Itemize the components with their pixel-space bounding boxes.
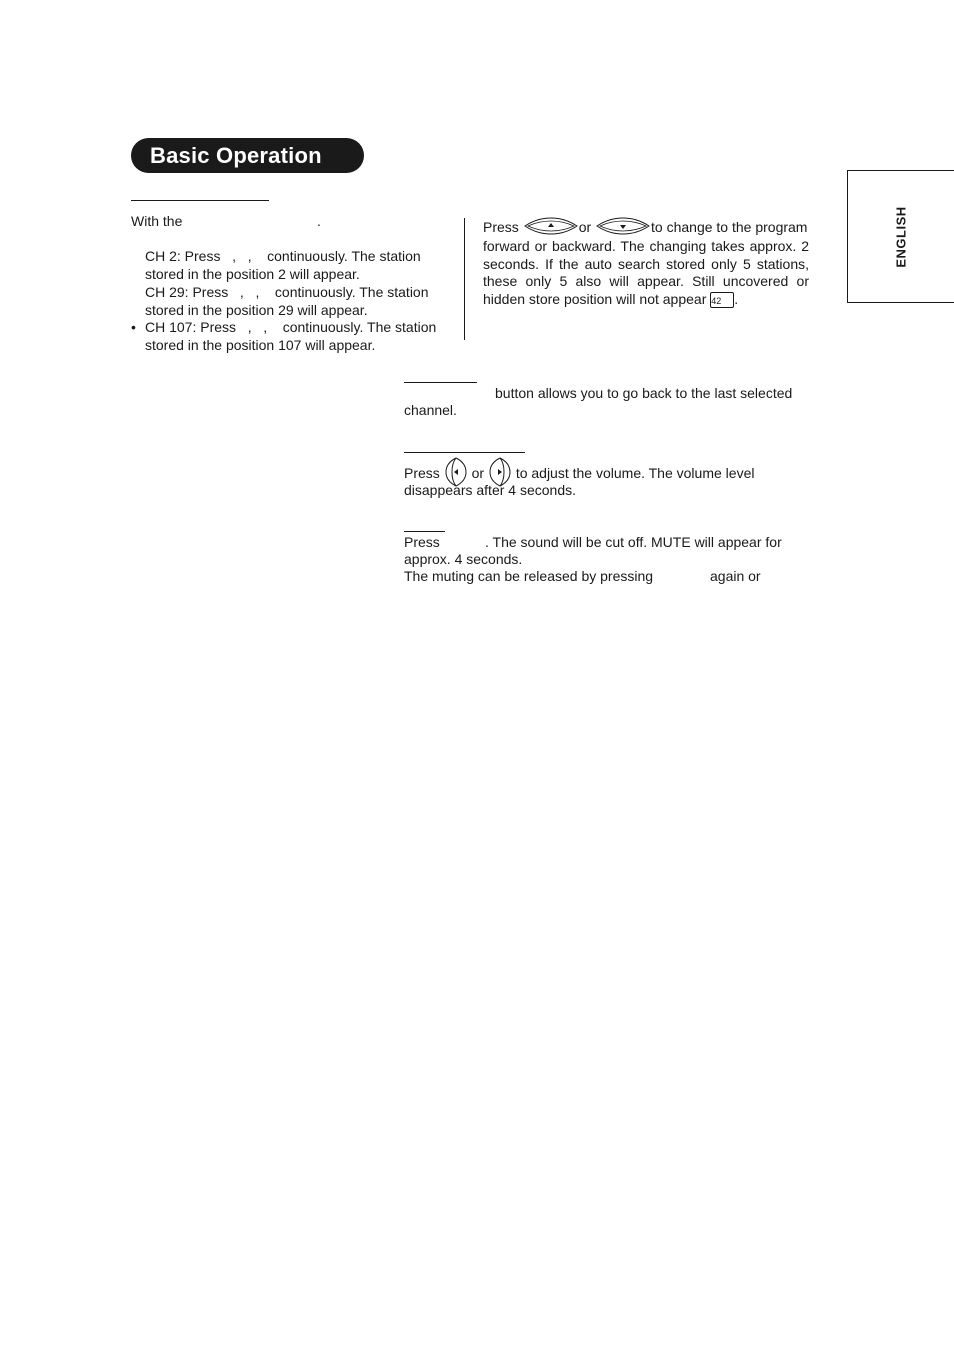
mute-press-text: Press — [404, 534, 440, 550]
program-line1 — [483, 217, 809, 240]
intro-text — [131, 213, 182, 231]
program-or-text: or — [578, 218, 592, 235]
intro-end: . — [317, 213, 321, 229]
last-channel-heading-rule — [404, 382, 477, 383]
bullet-marker: • — [131, 319, 136, 335]
ch2-line2: stored in the position 2 will appear. — [145, 266, 360, 282]
section-title-badge — [131, 138, 364, 173]
mute-line1-end: . The sound will be cut off. MUTE will appear for — [485, 534, 782, 550]
volume-or-text: or — [471, 464, 485, 481]
volume-line2: disappears after 4 seconds. — [404, 482, 576, 498]
ch29-line2: stored in the position 29 will appear. — [145, 302, 368, 318]
mute-line3-start: The muting can be released by pressing — [404, 568, 654, 584]
ch107-line2: stored in the position 107 will appear. — [145, 337, 376, 353]
left-heading-rule — [131, 200, 269, 201]
language-tab — [847, 170, 954, 303]
program-up-button-icon — [523, 217, 579, 240]
program-body — [483, 238, 809, 308]
ch29-line1: CH 29: Press , , continuously. The station — [145, 284, 429, 300]
last-channel-line2: channel. — [404, 402, 457, 418]
intro-start: With the — [131, 213, 183, 229]
ch107-line1: CH 107: Press , , continuously. The station — [145, 319, 437, 335]
program-press-text: Press — [483, 218, 519, 235]
volume-heading-rule — [404, 452, 525, 453]
language-tab-label: ENGLISH — [893, 205, 909, 268]
last-channel-line1: button allows you to go back to the last selected — [495, 385, 793, 401]
mute-line2: approx. 4 seconds. — [404, 551, 523, 567]
ch2-line1: CH 2: Press , , continuously. The station — [145, 248, 421, 264]
program-body-text: forward or backward. The changing takes approx. 2 seconds. If the auto search stored only 5 stations, these only 5 also will appear. Still uncovered or hidden store position will not appear — [483, 238, 809, 307]
mute-heading-rule — [404, 531, 445, 532]
mute-line3-end: again or — [710, 568, 761, 584]
column-divider — [464, 218, 465, 340]
volume-line1-end: to adjust the volume. The volume level — [515, 464, 755, 481]
page-title: Basic Operation — [150, 142, 322, 168]
volume-press-text: Press — [404, 464, 440, 481]
program-body-end: . — [734, 290, 739, 307]
program-down-button-icon — [595, 217, 651, 240]
page-reference-icon: 42 — [710, 292, 734, 308]
program-line1-end: to change to the program — [651, 218, 808, 235]
